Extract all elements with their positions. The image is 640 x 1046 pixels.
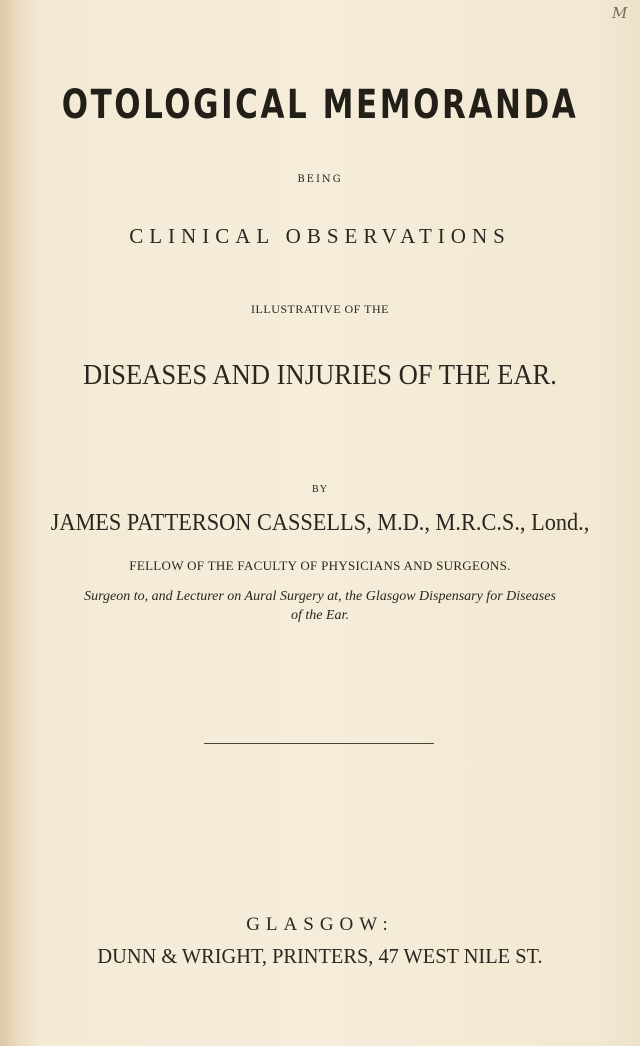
being-label: BEING bbox=[297, 174, 343, 185]
author-name: JAMES PATTERSON CASSELLS, M.D., M.R.C.S., Lond., bbox=[50, 510, 590, 536]
fellowship-line: FELLOW OF THE FACULTY OF PHYSICIANS AND SURGEONS. bbox=[129, 558, 511, 573]
position-line-1: Surgeon to, and Lecturer on Aural Surgery at, the Glasgow Dispensary for Diseases bbox=[84, 589, 556, 604]
handwritten-mark: M bbox=[612, 4, 628, 22]
by-label: BY bbox=[312, 484, 328, 495]
subject-line: DISEASES AND INJURIES OF THE EAR. bbox=[83, 360, 557, 391]
illustrative-label: ILLUSTRATIVE OF THE bbox=[251, 302, 389, 316]
subtitle: CLINICAL OBSERVATIONS bbox=[129, 224, 511, 248]
imprint-city: GLASGOW: bbox=[246, 914, 394, 935]
position-line-2: of the Ear. bbox=[291, 608, 349, 623]
divider-rule bbox=[204, 743, 434, 744]
imprint-printers: DUNN & WRIGHT, PRINTERS, 47 WEST NILE ST. bbox=[97, 944, 543, 968]
book-title: OTOLOGICAL MEMORANDA bbox=[61, 82, 579, 128]
